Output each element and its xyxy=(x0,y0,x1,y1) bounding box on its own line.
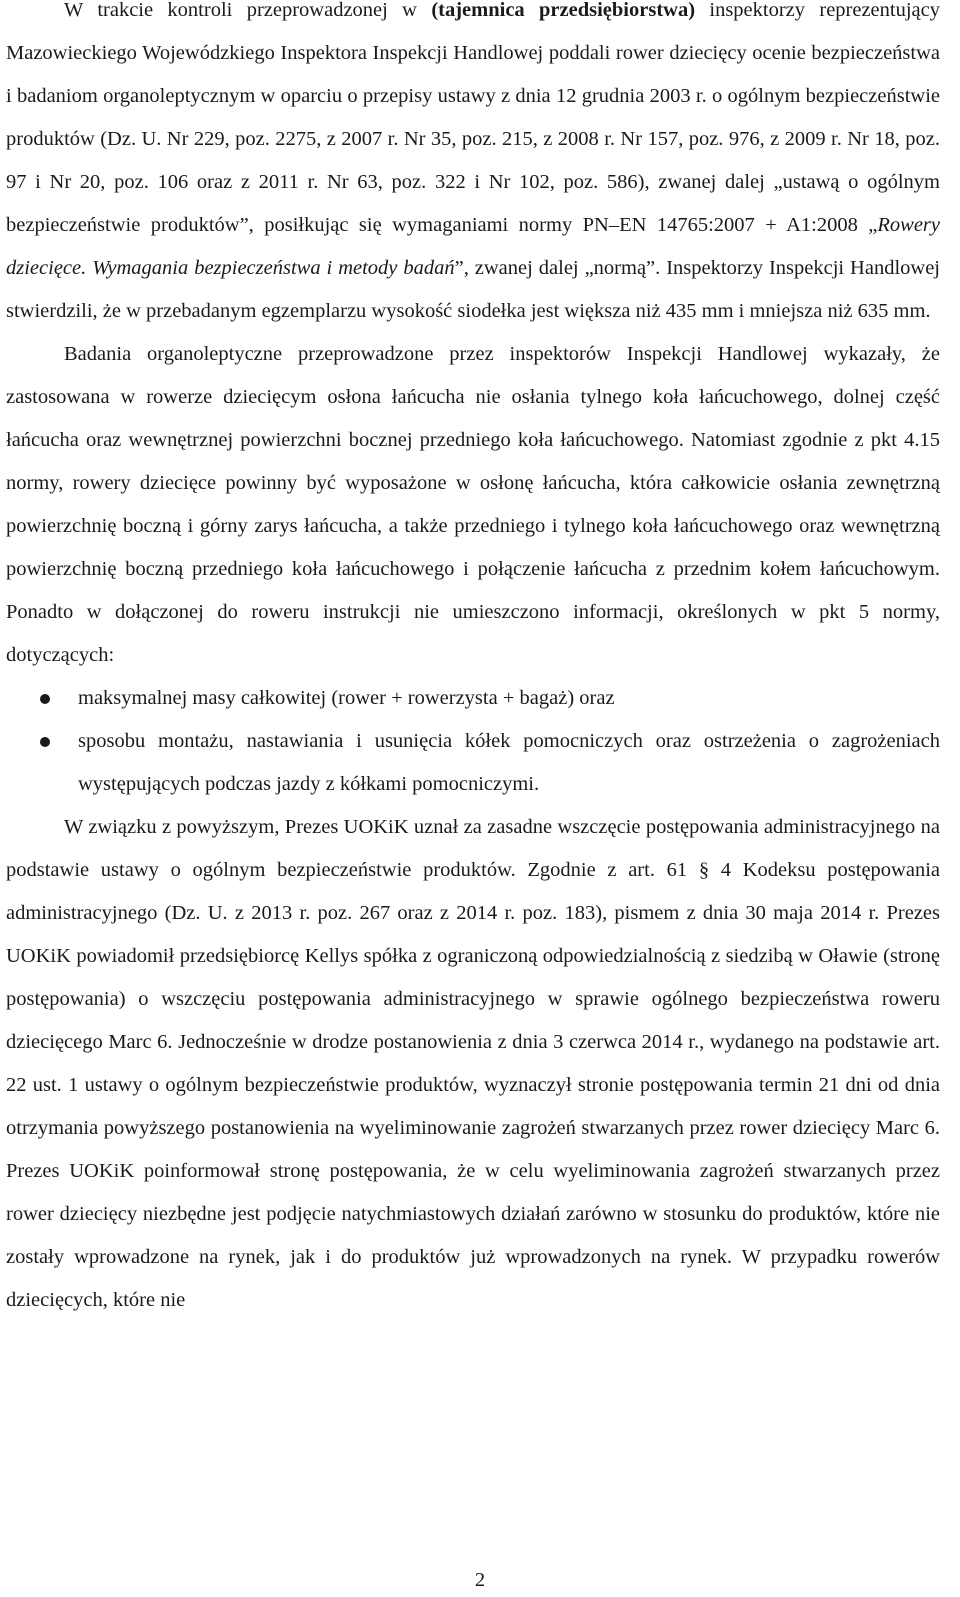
missing-info-list xyxy=(6,677,940,806)
paragraph-inspection-text-2: inspektorzy reprezentujący Mazowieckiego Wojewódzkiego Inspektora Inspekcji Handlowej poddali rower dziecięcy ocenie bezpieczeństwa i badaniom organoleptycznym w oparciu o przepisy ustawy z dnia 12 grudnia 2003 r. o ogólnym bezpieczeństwie produktów (Dz. U. Nr 229, poz. 2275, z 2007 r. Nr 35, poz. 215, z 2008 r. Nr 157, poz. 976, z 2009 r. Nr 18, poz. 97 i Nr 20, poz. 106 oraz z 2011 r. Nr 63, poz. 322 i Nr 102, poz. 586), zwanej dalej „ustawą o ogólnym bezpieczeństwie produktów”, posiłkując się wymaganiami normy PN–EN 14765:2007 + A1:2008 „ xyxy=(6,0,940,236)
confidential-marker: (tajemnica przedsiębiorstwa) xyxy=(431,0,696,21)
paragraph-findings: Badania organoleptyczne przeprowadzone przez inspektorów Inspekcji Handlowej wykazały, że zastosowana w rowerze dziecięcym osłona łańcucha nie osłania tylnego koła łańcuchowego, dolnej część łańcucha oraz wewnętrznej powierzchni bocznej przedniego koła łańcuchowego. Natomiast zgodnie z pkt 4.15 normy, rowery dziecięce powinny być wyposażone w osłonę łańcucha, która całkowicie osłania zewnętrzną powierzchnię boczną i górny zarys łańcucha, a także przedniego i tylnego koła łańcuchowego oraz wewnętrzną powierzchnię boczną przedniego koła łańcuchowego i połączenie łańcucha z przednim kołem łańcuchowym. Ponadto w dołączonej do roweru instrukcji nie umieszczono informacji, określonych w pkt 5 normy, dotyczących: xyxy=(6,343,940,666)
list-item-text: maksymalnej masy całkowitej (rower + rowerzysta + bagaż) oraz xyxy=(78,687,615,709)
paragraph-inspection-text-3: ”, zwanej dalej „normą”. Inspektorzy Inspekcji Handlowej stwierdzili, że w przebadanym egzemplarzu wysokość siodełka jest większa niż 435 mm i mniejsza niż 635 mm. xyxy=(6,257,940,322)
list-item xyxy=(6,677,940,720)
standard-title: Rowery dziecięce. Wymagania bezpieczeństwa i metody badań xyxy=(6,214,940,279)
list-item-text: sposobu montażu, nastawiania i usunięcia kółek pomocniczych oraz ostrzeżenia o zagrożeniach występujących podczas jazdy z kółkami pomocniczymi. xyxy=(78,730,940,795)
paragraph-proceedings: W związku z powyższym, Prezes UOKiK uznał za zasadne wszczęcie postępowania administracyjnego na podstawie ustawy o ogólnym bezpieczeństwie produktów. Zgodnie z art. 61 § 4 Kodeksu postępowania administracyjnego (Dz. U. z 2013 r. poz. 267 oraz z 2014 r. poz. 183), pismem z dnia 30 maja 2014 r. Prezes UOKiK powiadomił przedsiębiorcę Kellys spółka z ograniczoną odpowiedzialnością z siedzibą w Oławie (stronę postępowania) o wszczęciu postępowania administracyjnego w sprawie ogólnego bezpieczeństwa roweru dziecięcego Marc 6. Jednocześnie w drodze postanowienia z dnia 3 czerwca 2014 r., wydanego na podstawie art. 22 ust. 1 ustawy o ogólnym bezpieczeństwie produktów, wyznaczył stronie postępowania termin 21 dni od dnia otrzymania powyższego postanowienia na wyeliminowanie zagrożeń stwarzanych przez rower dziecięcy Marc 6. Prezes UOKiK poinformował stronę postępowania, że w celu wyeliminowania zagrożeń stwarzanych przez rower dziecięcy niezbędne jest podjęcie natychmiastowych działań zarówno w stosunku do produktów, które nie zostały wprowadzone na rynek, jak i do produktów już wprowadzonych na rynek. W przypadku rowerów dziecięcych, które nie xyxy=(6,816,940,1311)
bullet-icon xyxy=(40,694,50,704)
document-body xyxy=(6,0,940,1322)
paragraph-inspection xyxy=(6,0,940,333)
list-item xyxy=(6,720,940,806)
paragraph-inspection-text-1: W trakcie kontroli przeprowadzonej w xyxy=(64,0,432,21)
page-number: 2 xyxy=(474,1569,486,1591)
bullet-icon xyxy=(40,737,50,747)
